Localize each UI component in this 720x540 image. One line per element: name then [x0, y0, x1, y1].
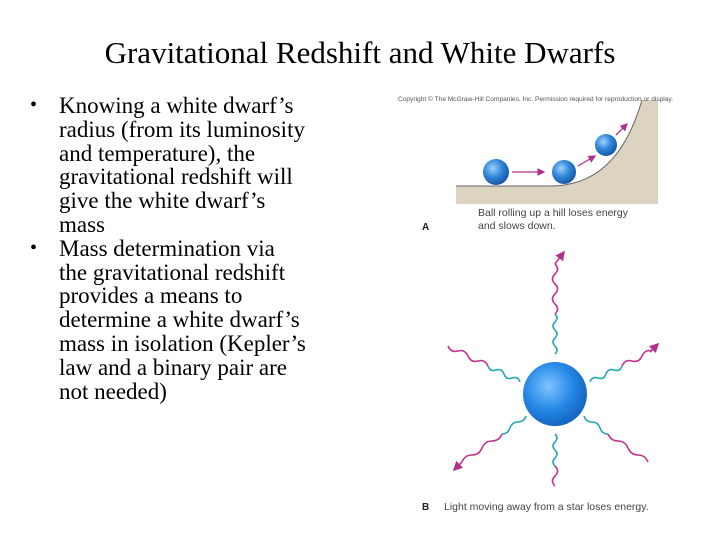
slide-title: Gravitational Redshift and White Dwarfs [104, 35, 616, 70]
bullet-line: mass in isolation (Kepler’s [59, 330, 306, 356]
panel-a-caption-line: and slows down. [478, 220, 556, 232]
panel-a-caption [478, 207, 658, 233]
hill-shape [456, 100, 658, 204]
bullet-line: law and a binary pair are [59, 354, 287, 380]
ball-3 [595, 134, 617, 156]
wave-up-outer [553, 264, 558, 314]
bullet-line: Knowing a white dwarf’s [59, 93, 294, 118]
bullet-line: not needed) [59, 378, 167, 404]
wave-down-outer [553, 466, 558, 486]
panel-b-caption: Light moving away from a star loses energy. [444, 501, 649, 513]
bullet-line: provides a means to [59, 283, 243, 309]
ball-1 [483, 159, 509, 185]
wave-leftdown-inner [502, 416, 526, 434]
wave-leftdown-outer [462, 434, 502, 462]
figure-graphic [392, 92, 672, 522]
wave-rightup-inner [590, 366, 622, 382]
bullet-marker: • [30, 94, 38, 116]
bullet-list [30, 94, 370, 403]
wave-leftup-inner [488, 366, 520, 382]
wave-leftup-outer [448, 346, 488, 366]
bullet-line: determine a white dwarf’s [59, 307, 300, 333]
bullet-marker: • [30, 236, 38, 259]
bullet-line: radius (from its luminosity [59, 116, 305, 142]
redshift-figure [392, 92, 672, 522]
bullet-line: the gravitational redshift [59, 259, 286, 285]
panel-a-letter: A [422, 222, 430, 233]
bullet-line: gravitational redshift will [59, 164, 293, 190]
wave-rightup-outer [622, 351, 652, 366]
motion-arrow-3 [616, 124, 627, 135]
wave-up-inner [553, 314, 557, 354]
bullet-line: give the white dwarf’s [59, 188, 266, 214]
bullet-line: Mass determination via [59, 235, 275, 261]
bullet-item [30, 237, 370, 404]
bullet-line: mass [59, 211, 105, 237]
panel-a-caption-line: Ball rolling up a hill loses energy [478, 207, 628, 219]
panel-b-letter: B [422, 502, 430, 513]
copyright-notice: Copyright © The McGraw-Hill Companies, Inc. Permission required for reproduction or display. [398, 96, 674, 103]
motion-arrow-2 [578, 156, 595, 166]
bullet-line: and temperature), the [59, 140, 256, 166]
bullet-item [30, 94, 370, 237]
star [523, 362, 587, 426]
wave-rightdown-outer [608, 434, 648, 462]
wave-down-inner [553, 434, 557, 466]
ball-2 [552, 160, 576, 184]
wave-rightdown-inner [584, 416, 608, 434]
